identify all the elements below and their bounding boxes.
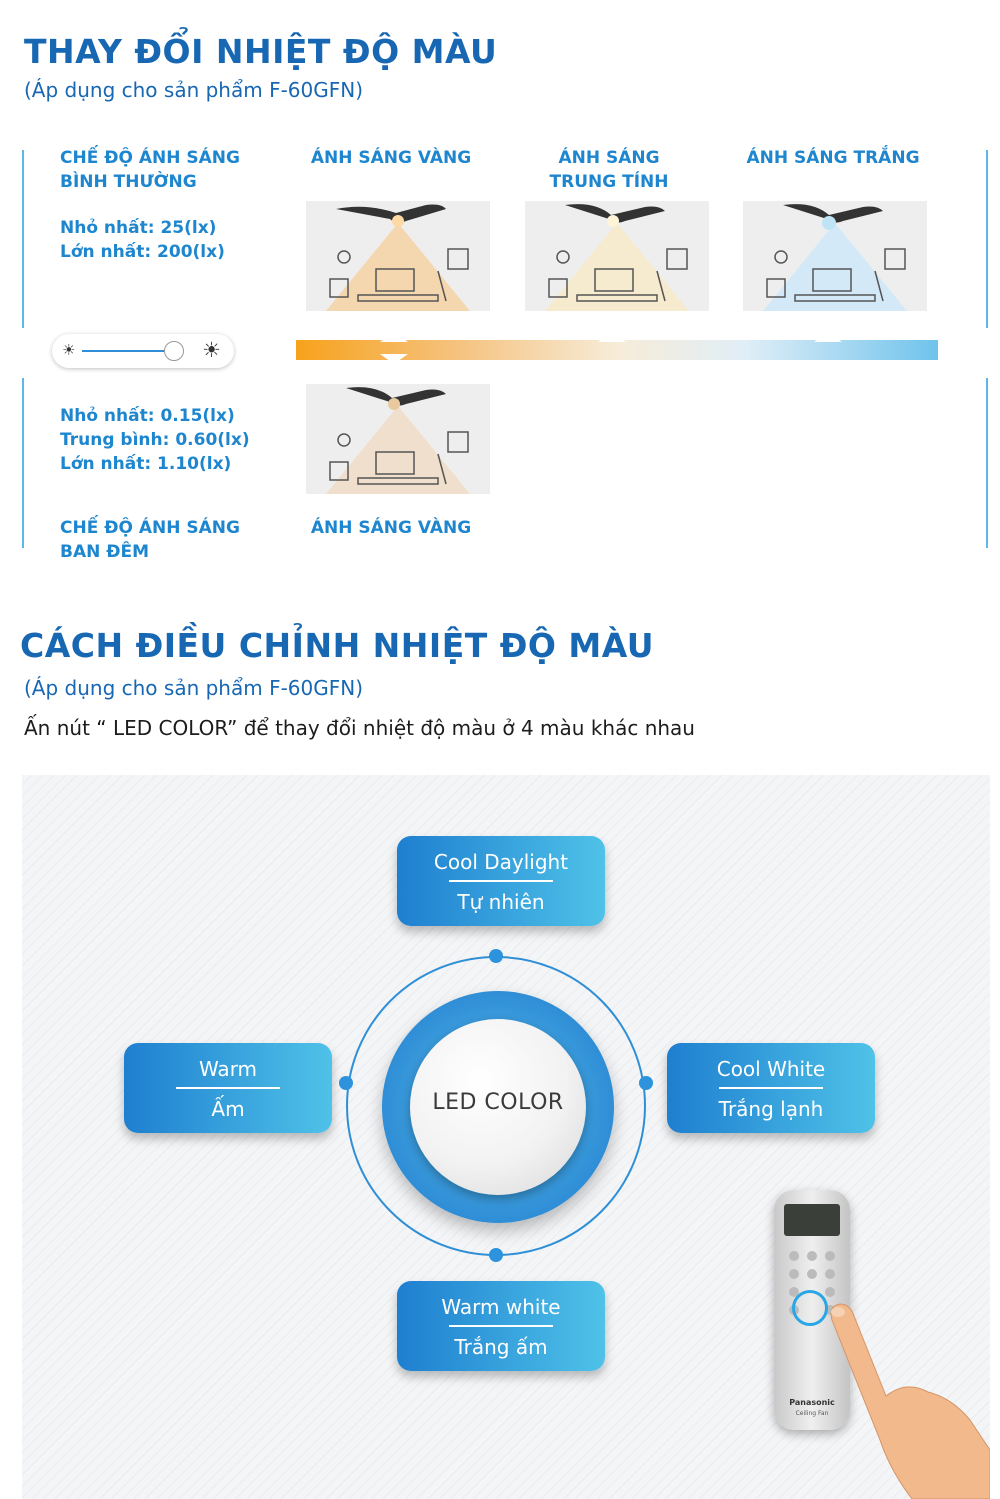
room-night-illustration — [306, 384, 490, 494]
sun-small-icon: ☀ — [62, 341, 76, 359]
section2-subtitle: (Áp dụng cho sản phẩm F-60GFN) — [24, 676, 364, 700]
normal-min-lux: Nhỏ nhất: 25(lx) — [60, 218, 217, 238]
normal-mode-label-line2: BÌNH THƯỜNG — [60, 172, 197, 192]
remote-brand: Panasonic — [789, 1398, 835, 1407]
column-neutral-label-line2: TRUNG TÍNH — [549, 172, 669, 192]
night-mid-lux: Trung bình: 0.60(lx) — [60, 430, 250, 450]
section1-title: THAY ĐỔI NHIỆT ĐỘ MÀU — [24, 32, 498, 71]
column-neutral-label-line1: ÁNH SÁNG — [558, 148, 660, 168]
gradient-bar-markers — [296, 326, 938, 374]
mode-warm-white-en: Warm white — [441, 1295, 561, 1319]
marker-cool — [814, 332, 842, 342]
room-neutral-illustration — [525, 201, 709, 311]
normal-mode-label-line1: CHẾ ĐỘ ÁNH SÁNG — [60, 148, 240, 168]
mode-divider — [449, 1325, 553, 1327]
mode-cool-daylight-en: Cool Daylight — [433, 850, 569, 874]
night-mode-label-line1: CHẾ ĐỘ ÁNH SÁNG — [60, 518, 240, 538]
mode-cool-daylight — [397, 836, 605, 926]
instruction-text: Ấn nút “ LED COLOR” để thay đổi nhiệt độ màu ở 4 màu khác nhau — [24, 716, 695, 740]
normal-mode-stats — [60, 216, 225, 264]
left-divider-top — [22, 150, 24, 328]
mode-cool-white-en: Cool White — [716, 1057, 826, 1081]
night-mode-label-line2: BAN ĐÊM — [60, 542, 150, 562]
orbit-dot-right — [639, 1076, 653, 1090]
orbit-dot-left — [339, 1076, 353, 1090]
night-mode-stats — [60, 404, 250, 476]
mode-divider — [449, 880, 553, 882]
marker-warm-up — [380, 332, 408, 342]
night-min-lux: Nhỏ nhất: 0.15(lx) — [60, 406, 235, 426]
brightness-slider[interactable] — [52, 334, 234, 368]
sun-large-icon: ☀ — [202, 338, 221, 362]
room-warm-illustration — [306, 201, 490, 311]
column-neutral-label — [516, 146, 702, 194]
normal-mode-label — [60, 146, 240, 194]
pointing-hand-icon — [820, 1300, 990, 1499]
left-divider-bottom — [22, 378, 24, 548]
marker-warm-down — [380, 354, 408, 364]
mode-warm-en: Warm — [198, 1057, 258, 1081]
mode-cool-white — [667, 1043, 875, 1133]
led-color-label: LED COLOR — [432, 1090, 564, 1115]
column-warm-label-line1: ÁNH SÁNG VÀNG — [310, 148, 472, 168]
right-divider-top — [986, 150, 988, 328]
mode-warm — [124, 1043, 332, 1133]
marker-neutral — [598, 332, 626, 342]
column-cool-label-line1: ÁNH SÁNG TRẮNG — [746, 148, 920, 168]
column-cool-label — [740, 146, 926, 170]
slider-thumb[interactable] — [164, 341, 184, 361]
mode-divider — [176, 1087, 280, 1089]
mode-cool-daylight-vi: Tự nhiên — [457, 890, 545, 914]
mode-warm-white-vi: Trắng ấm — [454, 1335, 548, 1359]
section1-subtitle: (Áp dụng cho sản phẩm F-60GFN) — [24, 78, 364, 102]
remote-screen — [784, 1204, 840, 1236]
remote-model: Ceiling Fan — [795, 1410, 829, 1417]
slider-track — [82, 350, 174, 352]
mode-warm-white — [397, 1281, 605, 1371]
mode-warm-vi: Ấm — [211, 1097, 245, 1121]
night-column-label: ÁNH SÁNG VÀNG — [310, 518, 472, 538]
orbit-dot-bottom — [489, 1248, 503, 1262]
night-mode-label — [60, 516, 240, 564]
section2-title: CÁCH ĐIỀU CHỈNH NHIỆT ĐỘ MÀU — [20, 626, 655, 665]
orbit-dot-top — [489, 949, 503, 963]
column-warm-label — [298, 146, 484, 170]
night-max-lux: Lớn nhất: 1.10(lx) — [60, 454, 232, 474]
right-divider-bottom — [986, 378, 988, 548]
mode-divider — [719, 1087, 823, 1089]
normal-max-lux: Lớn nhất: 200(lx) — [60, 242, 225, 262]
room-cool-illustration — [743, 201, 927, 311]
mode-cool-white-vi: Trắng lạnh — [718, 1097, 824, 1121]
